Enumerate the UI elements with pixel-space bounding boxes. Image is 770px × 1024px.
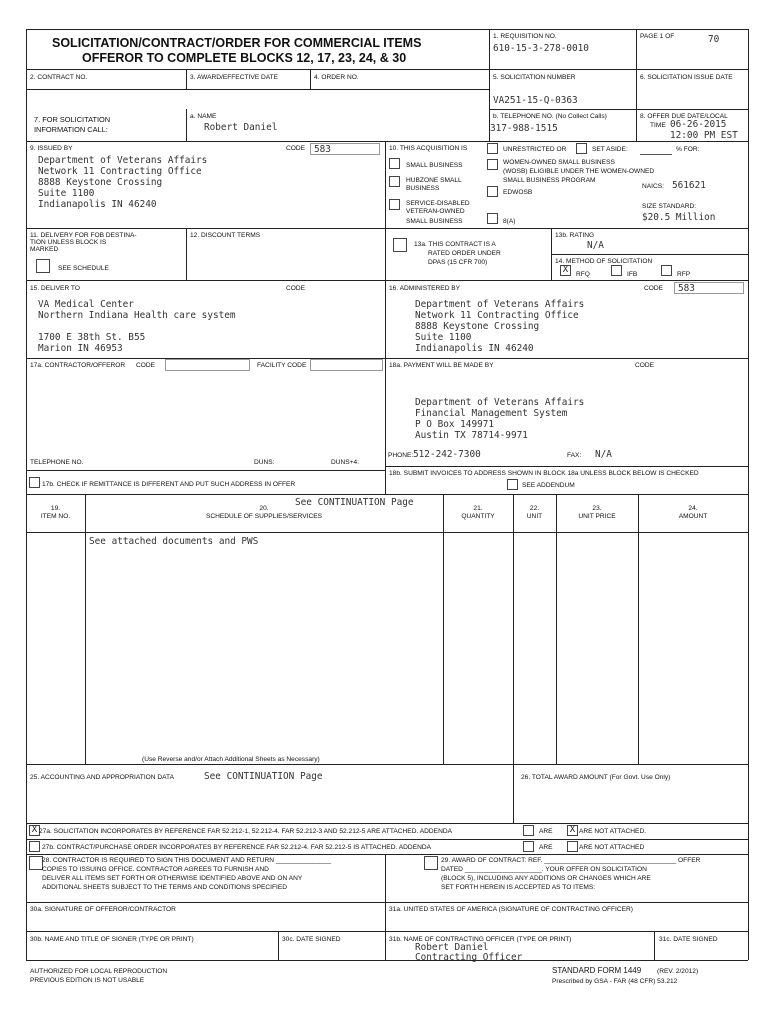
rfq-checkbox[interactable]: X: [560, 265, 571, 276]
payment-fax-label: FAX:: [567, 452, 582, 459]
deliver-to-line: VA Medical Center: [38, 299, 134, 310]
hubzone-label-2: BUSINESS: [406, 185, 440, 192]
page-label: PAGE 1 OF: [640, 33, 675, 40]
deliver-to-code-label: CODE: [286, 285, 306, 292]
clause-27a-are-not-label: ARE NOT ATTACHED.: [579, 828, 647, 835]
col-amount-num: 24.: [688, 505, 698, 512]
form-title: SOLICITATION/CONTRACT/ORDER FOR COMMERCIAL ITEMS: [52, 36, 422, 50]
signature-30a-label: 30a. SIGNATURE OF OFFEROR/CONTRACTOR: [30, 906, 176, 913]
payment-code-label: CODE: [635, 362, 655, 369]
offer-due-label: 8. OFFER DUE DATE/LOCAL: [640, 113, 728, 120]
col-quantity-text: QUANTITY: [461, 513, 495, 520]
rfp-checkbox[interactable]: [661, 265, 672, 276]
clause-27a-are-checkbox[interactable]: [523, 825, 534, 836]
wosb-label-2: (WOSB) ELIGIBLE UNDER THE WOMEN-OWNED: [503, 168, 655, 175]
contractor-code-field[interactable]: [165, 359, 250, 371]
clause-27a-are-label: ARE: [539, 828, 553, 835]
col-item-no-text: ITEM NO.: [40, 513, 71, 520]
clause-27b-are-checkbox[interactable]: [523, 841, 534, 852]
offer-due-time[interactable]: 12:00 PM EST: [670, 130, 738, 141]
col-item-no-num: 19.: [50, 505, 61, 512]
contact-name[interactable]: Robert Daniel: [204, 122, 278, 133]
see-addendum-label: SEE ADDENDUM: [522, 482, 575, 489]
officer-name[interactable]: Robert Daniel: [415, 942, 489, 953]
sdvosb-checkbox[interactable]: [389, 199, 400, 210]
small-business-checkbox[interactable]: [389, 158, 400, 169]
col-schedule-header: [85, 505, 443, 521]
issued-by-line: Suite 1100: [38, 188, 95, 199]
edwosb-checkbox[interactable]: [487, 186, 498, 197]
clause-28-line-2: COPIES TO ISSUING OFFICE. CONTRACTOR AGREES TO FURNISH AND: [42, 866, 269, 873]
edwosb-label: EDWOSB: [503, 189, 533, 196]
payment-line: Financial Management System: [415, 408, 568, 419]
eight-a-label: 8(A): [503, 218, 516, 225]
clause-27a-are-not-checkbox[interactable]: X: [567, 825, 578, 836]
issued-by-code-label: CODE: [286, 145, 306, 152]
fob-label-3: MARKED: [30, 246, 59, 253]
deliver-to-line: Marion IN 46953: [38, 343, 123, 354]
clause-28-checkbox[interactable]: [29, 856, 43, 870]
payment-fax[interactable]: N/A: [595, 449, 612, 460]
facility-code-field[interactable]: [310, 359, 383, 371]
see-schedule-checkbox[interactable]: [36, 259, 50, 273]
naics-code[interactable]: 561621: [672, 180, 706, 191]
schedule-continuation: See CONTINUATION Page: [295, 497, 414, 508]
unrestricted-checkbox[interactable]: [487, 143, 498, 154]
clause-29-line-1: 29. AWARD OF CONTRACT: REF. ____________________________________ OFFER: [441, 857, 701, 864]
contractor-telephone-label: TELEPHONE NO.: [30, 459, 84, 466]
schedule-body[interactable]: See attached documents and PWS: [89, 536, 259, 547]
payment-line: P O Box 149971: [415, 419, 495, 430]
fob-label-1: 11. DELIVERY FOR FOB DESTINA-: [30, 232, 137, 239]
clause-29-checkbox[interactable]: [424, 856, 438, 870]
sdvosb-label-1: SERVICE-DISABLED: [406, 200, 470, 207]
payment-phone[interactable]: 512-242-7300: [413, 449, 481, 460]
sdvosb-label-2: VETERAN-OWNED: [406, 208, 465, 215]
requisition-number[interactable]: 610-15-3-278-0010: [493, 43, 589, 54]
hubzone-label-1: HUBZONE SMALL: [406, 177, 462, 184]
rated-order-label-3: DPAS (15 CFR 700): [428, 259, 488, 266]
wosb-label-1: WOMEN-OWNED SMALL BUSINESS: [503, 159, 615, 166]
officer-name-label: 31b. NAME OF CONTRACTING OFFICER (TYPE OR PRINT): [389, 936, 572, 943]
payment-label: 18a. PAYMENT WILL BE MADE BY: [389, 362, 494, 369]
clause-29-line-4: SET FORTH HEREIN IS ACCEPTED AS TO ITEMS:: [441, 884, 596, 891]
wosb-checkbox[interactable]: [487, 159, 498, 170]
clause-27b-are-label: ARE: [539, 844, 553, 851]
clause-27a-label: 27a. SOLICITATION INCORPORATES BY REFERENCE FAR 52.212-1, 52.212-4. FAR 52.212-3 AND 52.212-5 ARE ATTACHED. ADDENDA: [39, 828, 452, 835]
col-unit-price-header: [556, 505, 638, 521]
size-standard[interactable]: $20.5 Million: [642, 212, 716, 223]
footer-authorized: AUTHORIZED FOR LOCAL REPRODUCTION: [30, 968, 168, 975]
accounting-label: 25. ACCOUNTING AND APPROPRIATION DATA: [30, 774, 174, 781]
clause-29-line-3: (BLOCK 5), INCLUDING ANY ADDITIONS OR CHANGES WHICH ARE: [441, 875, 651, 882]
accounting-value[interactable]: See CONTINUATION Page: [204, 771, 323, 782]
contractor-label: 17a. CONTRACTOR/OFFEROR: [30, 362, 126, 369]
clause-28-line-1: 28. CONTRACTOR IS REQUIRED TO SIGN THIS DOCUMENT AND RETURN _______________: [42, 857, 331, 864]
fob-label-2: TION UNLESS BLOCK IS: [30, 239, 107, 246]
col-amount-header: [638, 505, 748, 521]
see-addendum-checkbox[interactable]: [507, 479, 518, 490]
administered-by-code-label: CODE: [644, 285, 664, 292]
unrestricted-label: UNRESTRICTED OR: [503, 146, 567, 153]
issued-by-label: 9. ISSUED BY: [30, 145, 73, 152]
requisition-label: 1. REQUISITION NO.: [493, 33, 557, 40]
col-schedule-text: SCHEDULE OF SUPPLIES/SERVICES: [205, 513, 323, 520]
signer-name-label: 30b. NAME AND TITLE OF SIGNER (TYPE OR PRINT): [30, 936, 194, 943]
footer-form-name: STANDARD FORM 1449: [552, 966, 642, 975]
clause-27b-are-not-label: ARE NOT ATTACHED: [579, 844, 645, 851]
duns4-label: DUNS+4:: [331, 459, 360, 466]
signature-31a-label: 31a. UNITED STATES OF AMERICA (SIGNATURE OF CONTRACTING OFFICER): [389, 906, 633, 913]
ifb-checkbox[interactable]: [611, 265, 622, 276]
pct-for-label: % FOR:: [676, 146, 700, 153]
footer-prescribed: Prescribed by GSA - FAR (48 CFR) 53.212: [552, 978, 678, 985]
set-aside-pct-line[interactable]: [640, 154, 672, 155]
col-quantity-num: 21.: [473, 505, 483, 512]
rated-order-label-1: 13a. THIS CONTRACT IS A: [414, 241, 496, 248]
facility-code-label: FACILITY CODE: [257, 362, 307, 369]
clause-27b-are-not-checkbox[interactable]: [567, 841, 578, 852]
info-call-label-2: INFORMATION CALL:: [34, 125, 108, 134]
issue-date-label: 6. SOLICITATION ISSUE DATE: [640, 74, 733, 81]
issued-by-code: 583: [314, 144, 331, 155]
sdvosb-label-3: SMALL BUSINESS: [406, 218, 463, 225]
col-unit-price-num: 23.: [592, 505, 602, 512]
administered-by-label: 16. ADMINISTERED BY: [389, 285, 461, 292]
administered-by-line: Network 11 Contracting Office: [415, 310, 579, 321]
see-schedule-label: SEE SCHEDULE: [58, 265, 109, 272]
clause-27b-label: 27b. CONTRACT/PURCHASE ORDER INCORPORATES BY REFERENCE FAR 52.212-4. FAR 52.212-5 IS ATTACHED. ADDENDA: [42, 844, 432, 851]
issued-by-line: Network 11 Contracting Office: [38, 166, 202, 177]
hubzone-checkbox[interactable]: [389, 176, 400, 187]
solicitation-no-label: 5. SOLICITATION NUMBER: [493, 74, 576, 81]
duns-label: DUNS:: [254, 459, 275, 466]
issued-by-line: Indianapolis IN 46240: [38, 199, 157, 210]
solicitation-number[interactable]: VA251-15-Q-0363: [493, 95, 578, 106]
award-date-label: 3. AWARD/EFFECTIVE DATE: [190, 74, 279, 81]
discount-terms-label: 12. DISCOUNT TERMS: [190, 232, 261, 239]
payment-line: Austin TX 78714-9971: [415, 430, 528, 441]
deliver-to-line: Northern Indiana Health care system: [38, 310, 236, 321]
rating-label: 13b. RATING: [555, 232, 595, 239]
remittance-checkbox[interactable]: [29, 477, 40, 488]
schedule-footnote: (Use Reverse and/or Attach Additional Sheets as Necessary): [142, 756, 320, 763]
footer-previous: PREVIOUS EDITION IS NOT USABLE: [30, 977, 145, 984]
deliver-to-line: 1700 E 38th St. B55: [38, 332, 146, 343]
officer-date-label: 31c. DATE SIGNED: [659, 936, 718, 943]
rated-order-label-2: RATED ORDER UNDER: [428, 250, 501, 257]
contractor-code-label: CODE: [136, 362, 156, 369]
naics-label: NAICS:: [642, 183, 664, 190]
telephone-label: b. TELEPHONE NO. (No Collect Calls): [493, 113, 607, 120]
size-standard-label: SIZE STANDARD:: [642, 203, 697, 210]
clause-29-line-2: DATED _____________________. YOUR OFFER ON SOLICITATION: [441, 866, 647, 873]
submit-invoices-label: 18b. SUBMIT INVOICES TO ADDRESS SHOWN IN BLOCK 18a UNLESS BLOCK BELOW IS CHECKED: [389, 470, 699, 477]
small-business-label: SMALL BUSINESS: [406, 162, 463, 169]
rfq-label: RFQ: [576, 271, 590, 278]
col-amount-text: AMOUNT: [678, 513, 708, 520]
col-unit-text: UNIT: [526, 513, 543, 520]
contract-no-label: 2. CONTRACT NO.: [30, 74, 88, 81]
rfp-label: RFP: [677, 271, 691, 278]
col-unit-num: 22.: [529, 505, 540, 512]
col-schedule-num: 20.: [259, 505, 269, 512]
form-subtitle: OFFEROR TO COMPLETE BLOCKS 12, 17, 23, 24, & 30: [82, 51, 407, 65]
administered-by-line: Department of Veterans Affairs: [415, 299, 585, 310]
col-unit-header: [513, 505, 556, 521]
col-quantity-header: [443, 505, 513, 521]
signer-date-label: 30c. DATE SIGNED: [282, 936, 341, 943]
set-aside-label: SET ASIDE:: [592, 146, 628, 153]
time-label: TIME: [650, 122, 666, 129]
set-aside-checkbox[interactable]: [576, 143, 587, 154]
administered-by-line: Suite 1100: [415, 332, 472, 343]
clause-27a-checkbox[interactable]: X: [29, 825, 40, 836]
clause-28-line-3: DELIVER ALL ITEMS SET FORTH OR OTHERWISE IDENTIFIED ABOVE AND ON ANY: [42, 875, 303, 882]
ifb-label: IFB: [627, 271, 638, 278]
payment-phone-label: PHONE:: [388, 452, 414, 459]
administered-by-line: Indianapolis IN 46240: [415, 343, 534, 354]
total-award-label: 26. TOTAL AWARD AMOUNT (For Govt. Use Only): [521, 774, 671, 781]
clause-28-line-4: ADDITIONAL SHEETS SUBJECT TO THE TERMS AND CONDITIONS SPECIFIED: [42, 884, 287, 891]
rated-order-checkbox[interactable]: [393, 238, 407, 252]
deliver-to-label: 15. DELIVER TO: [30, 285, 80, 292]
order-no-label: 4. ORDER NO.: [314, 74, 359, 81]
contact-name-label: a. NAME: [190, 113, 217, 120]
remittance-label: 17b. CHECK IF REMITTANCE IS DIFFERENT AND PUT SUCH ADDRESS IN OFFER: [42, 481, 296, 488]
acquisition-label: 10. THIS ACQUISITION IS: [389, 145, 468, 152]
rating-value[interactable]: N/A: [587, 240, 604, 251]
offer-due-date[interactable]: 06-26-2015: [670, 119, 727, 130]
col-item-no-header: [26, 505, 85, 521]
wosb-label-3: SMALL BUSINESS PROGRAM: [503, 177, 596, 184]
administered-by-line: 8888 Keystone Crossing: [415, 321, 540, 332]
administered-by-code: 583: [678, 283, 695, 294]
issued-by-line: 8888 Keystone Crossing: [38, 177, 163, 188]
telephone-number[interactable]: 317-988-1515: [490, 123, 558, 134]
officer-title[interactable]: Contracting Officer: [415, 952, 523, 963]
page-total: 70: [708, 34, 720, 45]
clause-27b-checkbox[interactable]: [29, 841, 40, 852]
payment-line: Department of Veterans Affairs: [415, 397, 585, 408]
col-unit-price-text: UNIT PRICE: [578, 513, 616, 520]
info-call-label-1: 7. FOR SOLICITATION: [34, 115, 111, 124]
issued-by-line: Department of Veterans Affairs: [38, 155, 208, 166]
footer-revision: (REV. 2/2012): [657, 968, 699, 975]
eight-a-checkbox[interactable]: [487, 213, 498, 224]
method-label: 14. METHOD OF SOLICITATION: [555, 258, 653, 265]
